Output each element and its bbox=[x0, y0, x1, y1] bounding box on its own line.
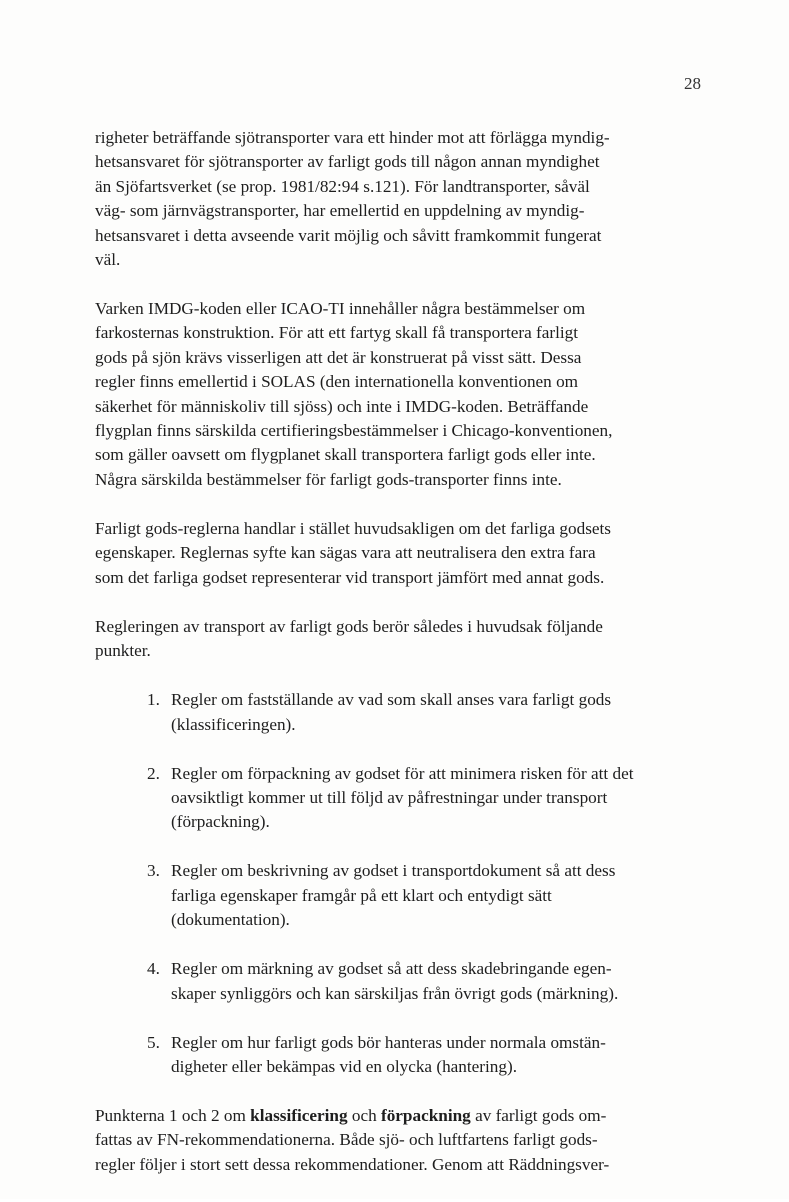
text-line: som gäller oavsett om flygplanet skall transportera farligt gods eller inte. bbox=[95, 445, 596, 465]
text-line: Regler om fastställande av vad som skall anses vara farligt gods bbox=[171, 690, 612, 710]
text-line: egenskaper. Reglernas syfte kan sägas vara att neutralisera den extra fara bbox=[95, 543, 596, 563]
text-line: Regler om förpackning av godset för att minimera risken för att det bbox=[171, 763, 634, 783]
text-line: än Sjöfartsverket (se prop. 1981/82:94 s.121). För landtransporter, såväl bbox=[95, 176, 590, 196]
bold-term-forpackning: förpackning bbox=[380, 1105, 471, 1125]
list-item-1 bbox=[147, 688, 735, 737]
list-item-4 bbox=[147, 957, 735, 1006]
body-text bbox=[95, 126, 735, 1202]
paragraph-2 bbox=[95, 297, 735, 492]
text-line: hetsansvaret för sjötransporter av farligt gods till någon annan myndighet bbox=[95, 152, 600, 172]
text-line: farkosternas konstruktion. För att ett fartyg skall få transportera farligt bbox=[95, 323, 579, 343]
list-item-5 bbox=[147, 1031, 735, 1080]
text-line: Varken IMDG-koden eller ICAO-TI innehåller några bestämmelser om bbox=[95, 299, 586, 319]
text-line: regler följer i stort sett dessa rekommendationer. Genom att Räddningsver- bbox=[95, 1154, 610, 1174]
text-line: Regler om hur farligt gods bör hanteras under normala omstän- bbox=[171, 1032, 606, 1052]
list-number: 5. bbox=[147, 1032, 160, 1052]
text-line: hetsansvaret i detta avseende varit möjlig och såvitt framkommit fungerat bbox=[95, 225, 602, 245]
text-line: (klassificeringen). bbox=[171, 714, 296, 734]
text-line: fattas av FN-rekommendationerna. Både sjö- och luftfartens farligt gods- bbox=[95, 1130, 598, 1150]
list-item-2 bbox=[147, 762, 735, 835]
paragraph-1 bbox=[95, 126, 735, 272]
text-line: Regler om märkning av godset så att dess skadebringande egen- bbox=[171, 959, 612, 979]
text-line: Några särskilda bestämmelser för farligt gods-transporter finns inte. bbox=[95, 469, 562, 489]
text-line: väg- som järnvägstransporter, har emellertid en uppdelning av myndig- bbox=[95, 201, 585, 221]
list-number: 2. bbox=[147, 763, 160, 783]
text-line: righeter beträffande sjötransporter vara ett hinder mot att förlägga myndig- bbox=[95, 128, 610, 147]
text-line: skaper synliggörs och kan särskiljas från övrigt gods (märkning). bbox=[171, 983, 619, 1003]
text-line: oavsiktligt kommer ut till följd av påfrestningar under transport bbox=[171, 787, 608, 807]
text-line: punkter. bbox=[95, 641, 151, 661]
text-line: digheter eller bekämpas vid en olycka (hantering). bbox=[171, 1056, 517, 1076]
text-line: farliga egenskaper framgår på ett klart och entydigt sätt bbox=[171, 885, 552, 905]
text-line: säkerhet för människoliv till sjöss) och inte i IMDG-koden. Beträffande bbox=[95, 396, 589, 416]
list-number: 4. bbox=[147, 959, 160, 979]
text-line: Regleringen av transport av farligt gods berör således i huvudsak följande bbox=[95, 616, 603, 636]
paragraph-4 bbox=[95, 615, 735, 664]
bold-term-klassificering: klassificering bbox=[250, 1105, 348, 1125]
paragraph-5 bbox=[95, 1104, 735, 1177]
list-number: 1. bbox=[147, 690, 160, 710]
page-number: 28 bbox=[684, 74, 701, 93]
text-run: av farligt gods om- bbox=[470, 1105, 607, 1125]
list-number: 3. bbox=[147, 861, 160, 881]
text-line: som det farliga godset representerar vid transport jämfört med annat gods. bbox=[95, 567, 605, 587]
text-line: (dokumentation). bbox=[171, 910, 290, 930]
text-run: och bbox=[347, 1105, 381, 1125]
text-line: Farligt gods-reglerna handlar i stället huvudsakligen om det farliga godsets bbox=[95, 518, 611, 538]
list-item-3 bbox=[147, 859, 735, 932]
text-line: gods på sjön krävs visserligen att det är konstruerat på visst sätt. Dessa bbox=[95, 347, 582, 367]
text-line: regler finns emellertid i SOLAS (den internationella konventionen om bbox=[95, 372, 579, 392]
paragraph-3 bbox=[95, 517, 735, 590]
text-line: flygplan finns särskilda certifieringsbestämmelser i Chicago-konventionen, bbox=[95, 421, 613, 441]
text-line: väl. bbox=[95, 250, 121, 270]
text-line bbox=[95, 1104, 735, 1128]
text-line: (förpackning). bbox=[171, 812, 270, 832]
text-line: Regler om beskrivning av godset i transportdokument så att dess bbox=[171, 861, 616, 881]
text-run: Punkterna 1 och 2 om bbox=[95, 1105, 251, 1125]
